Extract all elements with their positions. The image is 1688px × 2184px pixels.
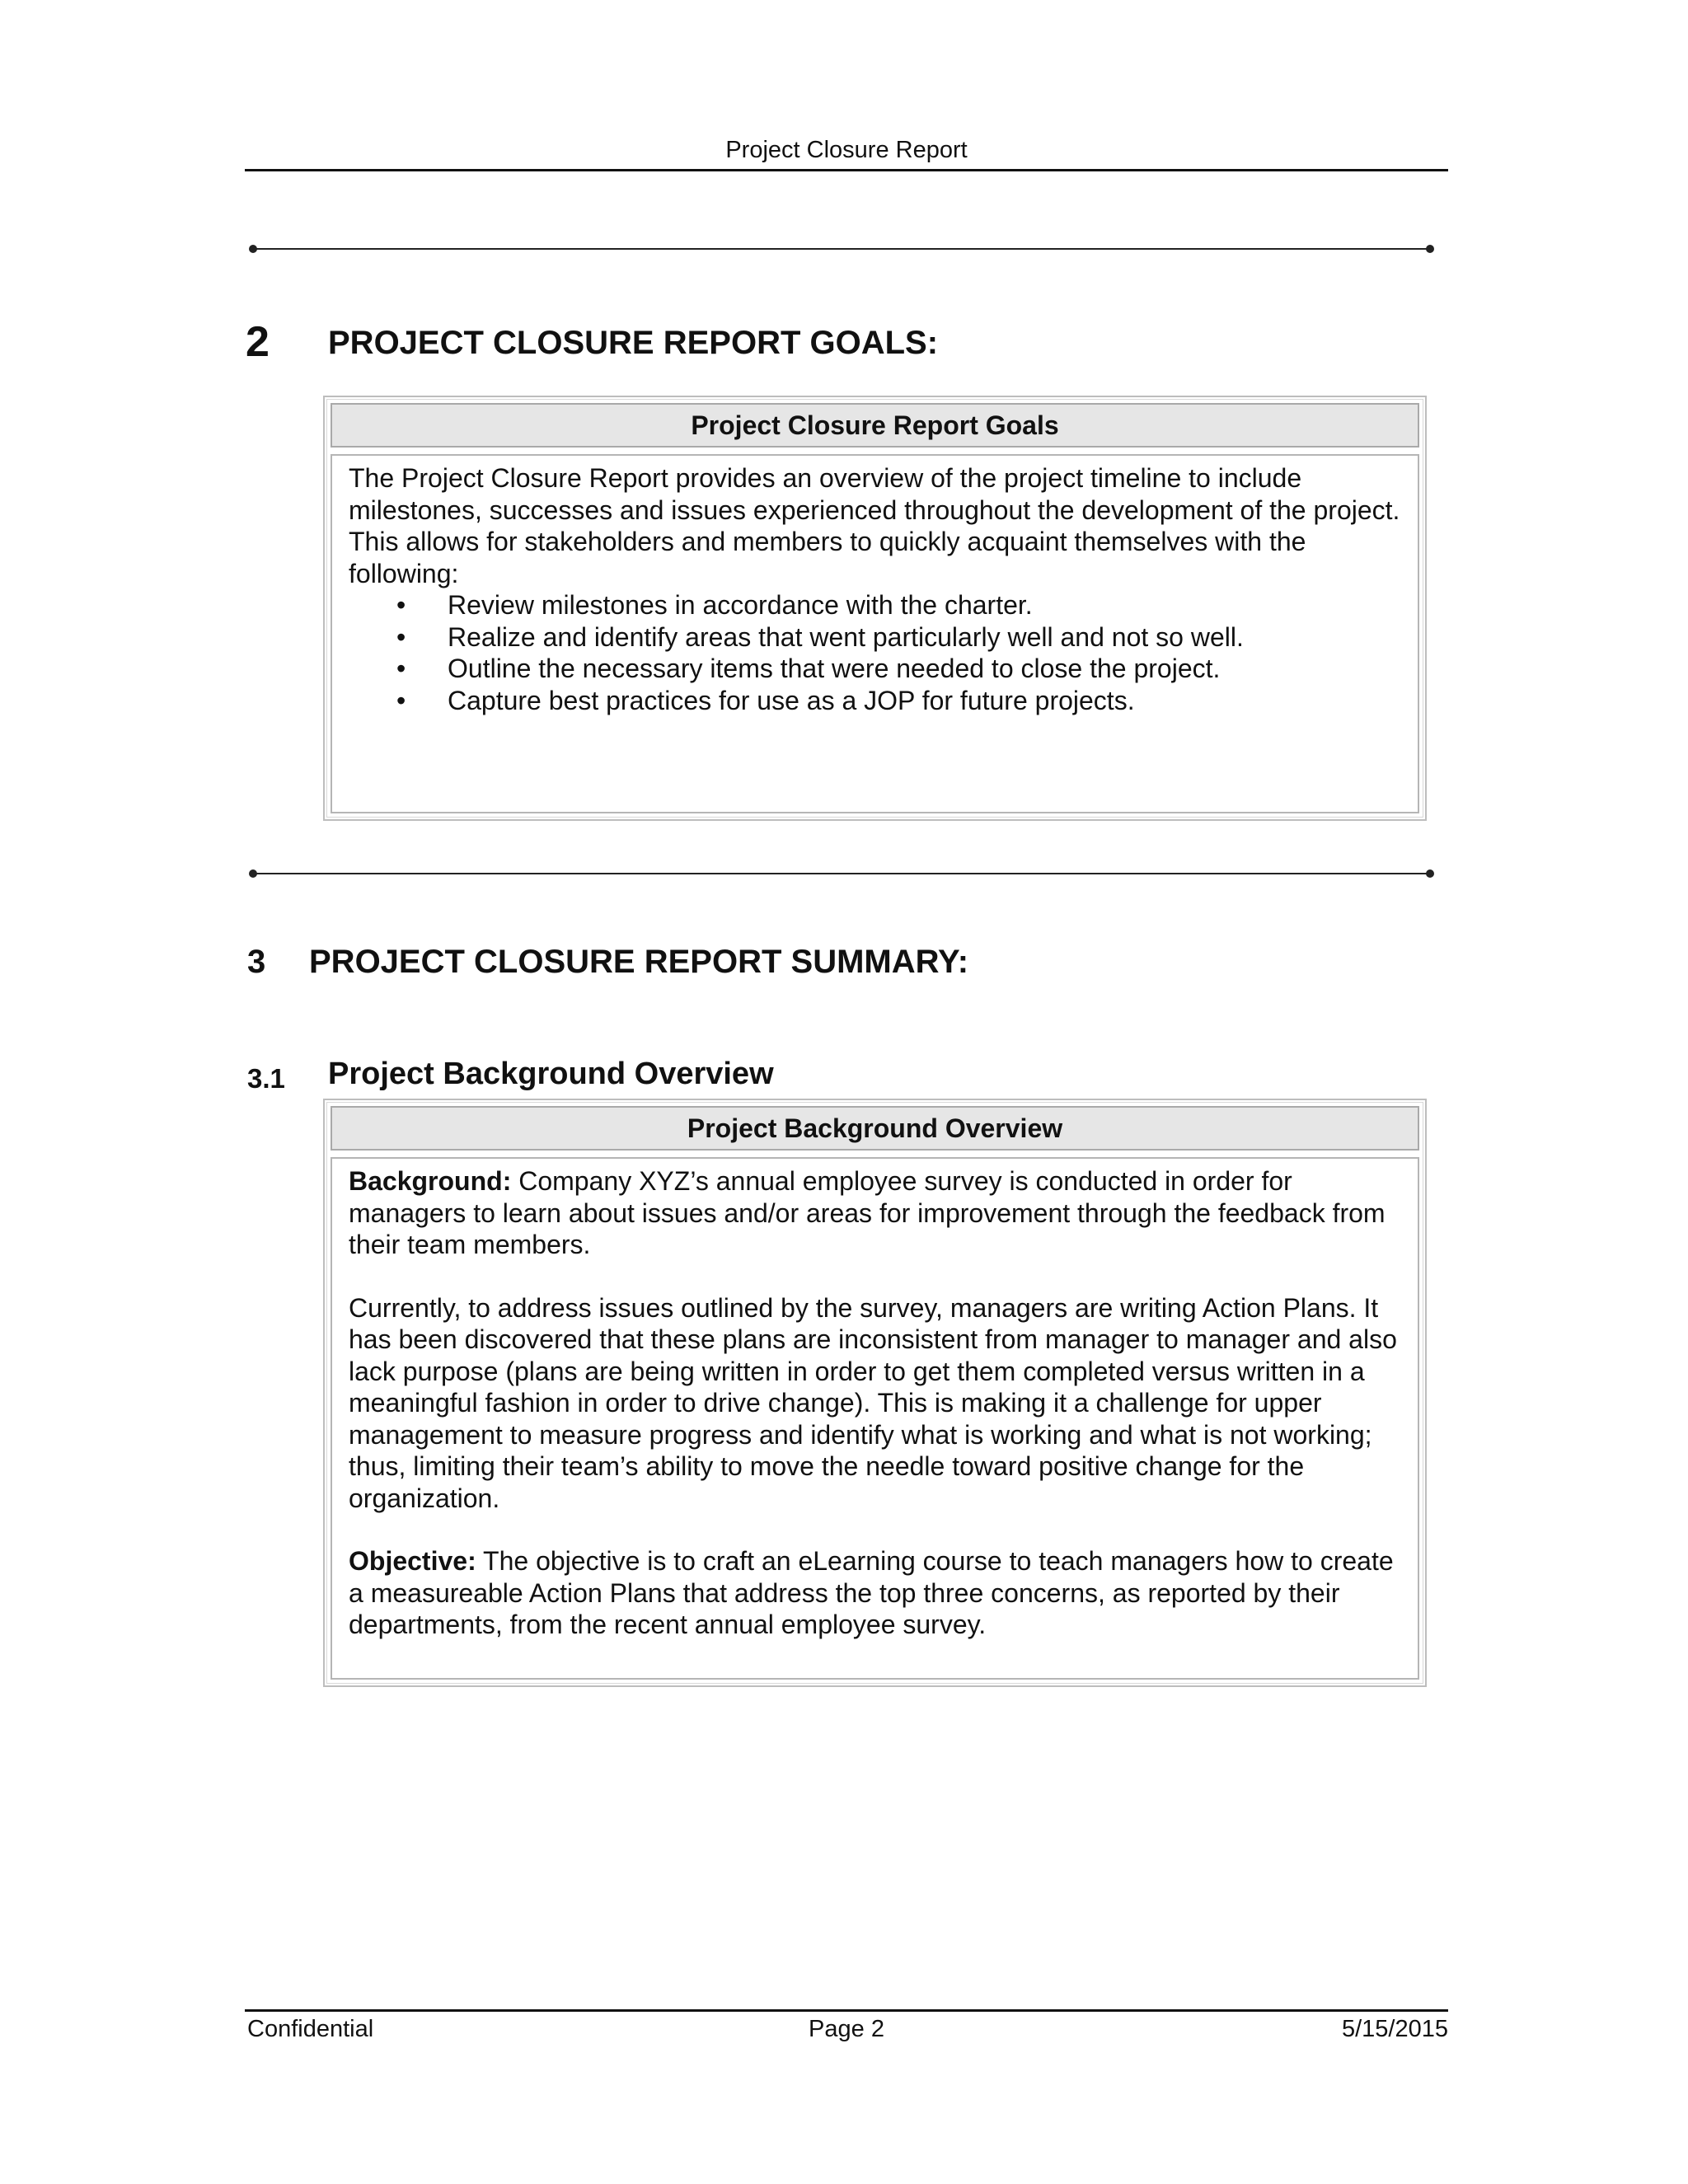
background-label: Background: xyxy=(349,1166,512,1196)
goals-intro: The Project Closure Report provides an overview of the project timeline to include milestones, successes and issues experienced throughout the development of the project. This allows for stakeholders and members to quickly acquaint themselves with the following: xyxy=(349,463,1400,588)
subsection-number: 3.1 xyxy=(247,1063,285,1094)
objective-text: The objective is to craft an eLearning course to teach managers how to create a measureable Action Plans that address the top three concerns, as reported by their departments, from the recent annual employee survey. xyxy=(349,1546,1394,1639)
list-item: • Realize and identify areas that went particularly well and not so well. xyxy=(349,621,1401,654)
running-header-title: Project Closure Report xyxy=(725,137,968,163)
section-divider xyxy=(249,868,1434,879)
list-item: • Outline the necessary items that were needed to close the project. xyxy=(349,653,1401,685)
goals-table xyxy=(323,396,1427,821)
section-title: PROJECT CLOSURE REPORT SUMMARY: xyxy=(309,944,969,980)
section-number: 2 xyxy=(246,318,270,366)
list-item: • Capture best practices for use as a JOP for future projects. xyxy=(349,685,1401,717)
footer-page-number: Page 2 xyxy=(809,2016,884,2042)
background-table-body xyxy=(331,1157,1419,1680)
header-rule xyxy=(245,169,1448,171)
section-divider xyxy=(249,243,1434,255)
current-paragraph: Currently, to address issues outlined by the survey, managers are writing Action Plans. It has been discovered that these plans are inconsistent from manager to manager and also lack purpose (plans are being written in order to get them completed versus written in a meaningful fashion in order to drive change). This is making it a challenge for upper management to measure progress and identify what is working and what is not working; thus, limiting their team’s ability to move the needle toward positive change for the organization. xyxy=(349,1292,1397,1513)
goals-table-header: Project Closure Report Goals xyxy=(331,403,1419,448)
section-number: 3 xyxy=(247,944,266,980)
goals-list xyxy=(349,589,1401,716)
footer-rule xyxy=(245,2009,1448,2012)
list-item: • Review milestones in accordance with the charter. xyxy=(349,589,1401,621)
objective-label: Objective: xyxy=(349,1546,476,1576)
section-title: PROJECT CLOSURE REPORT GOALS: xyxy=(328,325,939,361)
background-text: Company XYZ’s annual employee survey is conducted in order for managers to learn about issues and/or areas for improvement through the feedback from their team members. xyxy=(349,1166,1386,1259)
footer-date: 5/15/2015 xyxy=(1341,2016,1448,2042)
background-paragraph xyxy=(349,1165,1401,1261)
objective-paragraph xyxy=(349,1545,1401,1641)
footer-confidential: Confidential xyxy=(247,2016,374,2042)
background-table xyxy=(323,1099,1427,1687)
goals-table-body xyxy=(331,454,1419,813)
background-table-header: Project Background Overview xyxy=(331,1106,1419,1151)
subsection-title: Project Background Overview xyxy=(328,1057,774,1091)
